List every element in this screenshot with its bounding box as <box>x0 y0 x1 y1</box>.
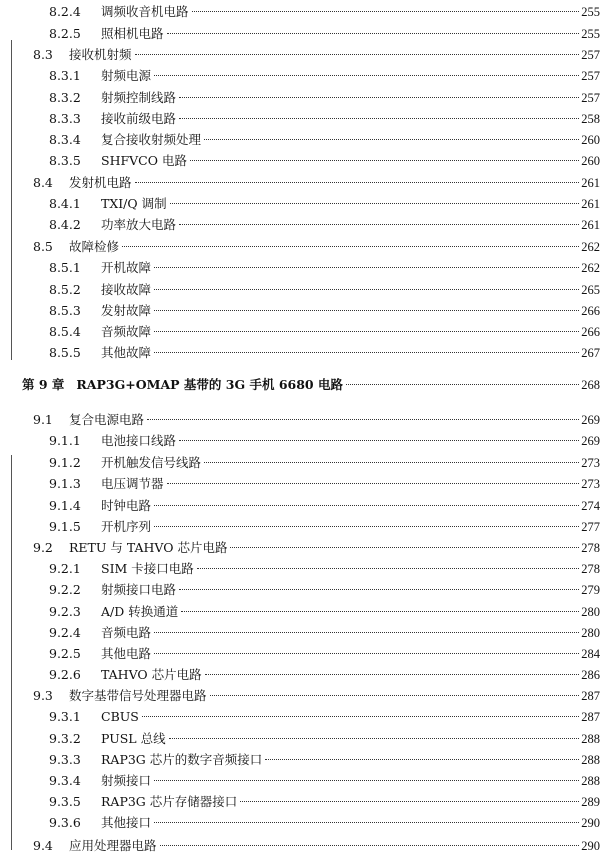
section-title: 开机序列 <box>101 519 152 534</box>
section-number: 9.1.5 <box>49 519 81 534</box>
toc-entry[interactable] <box>33 686 600 706</box>
toc-entry[interactable] <box>49 644 600 664</box>
section-title: 射频电源 <box>101 68 152 83</box>
page-number: 262 <box>581 240 600 254</box>
chapter-number: 第 9 章 <box>22 377 65 392</box>
page-number: 265 <box>581 283 600 297</box>
dot-leader <box>154 75 579 76</box>
scan-edge-line <box>11 40 12 360</box>
dot-leader <box>135 54 580 55</box>
dot-leader <box>170 203 580 204</box>
section-title: 发射故障 <box>101 303 152 318</box>
section-number: 9.2.6 <box>49 667 81 682</box>
dot-leader <box>210 695 580 696</box>
section-title: RAP3G 芯片存储器接口 <box>101 794 238 809</box>
dot-leader <box>346 384 579 385</box>
page-number: 289 <box>581 795 600 809</box>
dot-leader <box>230 547 579 548</box>
section-number: 9.2.2 <box>49 582 81 597</box>
toc-entry[interactable] <box>49 707 600 727</box>
section-number: 9.2.1 <box>49 561 81 576</box>
section-number: 8.5.3 <box>49 303 81 318</box>
section-title: 接收机射频 <box>69 47 132 62</box>
section-title: 调频收音机电路 <box>101 4 189 19</box>
section-title: 数字基带信号处理器电路 <box>69 688 207 703</box>
page-number: 266 <box>581 304 600 318</box>
toc-entry[interactable] <box>49 130 600 150</box>
section-number: 9.3.1 <box>49 709 81 724</box>
toc-entry[interactable] <box>49 580 600 600</box>
section-number: 9.1.3 <box>49 476 81 491</box>
dot-leader <box>179 589 579 590</box>
dot-leader <box>160 845 580 846</box>
section-title: RAP3G 芯片的数字音频接口 <box>101 752 263 767</box>
page-number: 255 <box>581 27 600 41</box>
dot-leader <box>204 462 579 463</box>
section-number: 8.3.1 <box>49 68 81 83</box>
toc-entry[interactable] <box>49 517 600 537</box>
section-title: 时钟电路 <box>101 498 152 513</box>
toc-entry[interactable] <box>49 665 600 685</box>
section-number: 8.3.2 <box>49 90 81 105</box>
dot-leader <box>154 352 579 353</box>
section-number: 9.1.2 <box>49 455 81 470</box>
dot-leader <box>154 653 579 654</box>
section-number: 8.3.3 <box>49 111 81 126</box>
dot-leader <box>122 246 579 247</box>
page-number: 257 <box>581 69 600 83</box>
section-number: 9.3.6 <box>49 815 81 830</box>
section-title: 射频控制线路 <box>101 90 177 105</box>
page-number: 260 <box>581 154 600 168</box>
toc-entry[interactable] <box>49 88 600 108</box>
section-title: 射频接口 <box>101 773 152 788</box>
dot-leader <box>154 632 579 633</box>
page-number: 261 <box>581 218 600 232</box>
section-title: 接收故障 <box>101 282 152 297</box>
section-number: 8.3.5 <box>49 153 81 168</box>
page-number: 267 <box>581 346 600 360</box>
page-number: 273 <box>581 477 600 491</box>
toc-entry[interactable] <box>49 453 600 473</box>
section-number: 9.1 <box>33 412 53 427</box>
toc-entry[interactable] <box>49 280 600 300</box>
toc-entry[interactable] <box>49 813 600 833</box>
section-number: 9.1.4 <box>49 498 81 513</box>
page-number: 280 <box>581 626 600 640</box>
dot-leader <box>192 11 580 12</box>
section-title: 其他接口 <box>101 815 152 830</box>
section-title: CBUS <box>101 709 139 724</box>
page-number: 290 <box>581 816 600 830</box>
toc-entry[interactable] <box>33 538 600 558</box>
section-title: 故障检修 <box>69 239 120 254</box>
section-title: 复合接收射频处理 <box>101 132 202 147</box>
section-number: 8.2.4 <box>49 4 81 19</box>
dot-leader <box>205 674 580 675</box>
dot-leader <box>154 310 579 311</box>
dot-leader <box>147 419 579 420</box>
section-number: 9.2.3 <box>49 604 81 619</box>
page-number: 257 <box>581 91 600 105</box>
section-title: PUSL 总线 <box>101 731 166 746</box>
toc-entry[interactable] <box>49 559 600 579</box>
page-number: 287 <box>581 689 600 703</box>
page-number: 269 <box>581 413 600 427</box>
dot-leader <box>154 526 579 527</box>
section-number: 8.4 <box>33 175 53 190</box>
toc-entry[interactable] <box>49 623 600 643</box>
page-number: 290 <box>581 839 600 853</box>
section-number: 8.5.1 <box>49 260 81 275</box>
toc-entry[interactable] <box>49 194 600 214</box>
toc-entry[interactable] <box>33 836 600 856</box>
page-number: 268 <box>581 378 600 392</box>
section-title: 应用处理器电路 <box>69 838 157 853</box>
dot-leader <box>154 822 579 823</box>
page-number: 288 <box>581 732 600 746</box>
toc-entry[interactable] <box>33 173 600 193</box>
dot-leader <box>167 33 580 34</box>
section-title: 音频电路 <box>101 625 152 640</box>
dot-leader <box>135 182 580 183</box>
dot-leader <box>154 267 579 268</box>
chapter-heading[interactable] <box>22 375 600 395</box>
section-number: 9.2.5 <box>49 646 81 661</box>
toc-entry[interactable] <box>49 24 600 44</box>
section-title: 开机触发信号线路 <box>101 455 202 470</box>
toc-entry[interactable] <box>49 66 600 86</box>
section-number: 9.2 <box>33 540 53 555</box>
page-number: 261 <box>581 197 600 211</box>
section-title: 功率放大电路 <box>101 217 177 232</box>
section-title: TXI/Q 调制 <box>101 196 167 211</box>
page-number: 288 <box>581 753 600 767</box>
section-number: 9.2.4 <box>49 625 81 640</box>
toc-entry[interactable] <box>49 322 600 342</box>
page-number: 277 <box>581 520 600 534</box>
dot-leader <box>154 289 579 290</box>
section-number: 8.3.4 <box>49 132 81 147</box>
dot-leader <box>169 738 580 739</box>
section-number: 9.4 <box>33 838 53 853</box>
toc-entry[interactable] <box>33 410 600 430</box>
section-number: 9.3 <box>33 688 53 703</box>
toc-entry[interactable] <box>49 750 600 770</box>
section-title: 接收前级电路 <box>101 111 177 126</box>
section-title: 照相机电路 <box>101 26 164 41</box>
toc-entry[interactable] <box>49 2 600 22</box>
chapter-title: RAP3G+OMAP 基带的 3G 手机 6680 电路 <box>76 377 343 392</box>
page-number: 261 <box>581 176 600 190</box>
section-number: 8.5 <box>33 239 53 254</box>
dot-leader <box>154 505 579 506</box>
section-number: 9.1.1 <box>49 433 81 448</box>
section-title: 其他故障 <box>101 345 152 360</box>
page-number: 286 <box>581 668 600 682</box>
section-title: 开机故障 <box>101 260 152 275</box>
section-number: 8.4.1 <box>49 196 81 211</box>
page-number: 255 <box>581 5 600 19</box>
section-number: 8.5.4 <box>49 324 81 339</box>
scan-edge-line <box>11 455 12 850</box>
section-title: RETU 与 TAHVO 芯片电路 <box>69 540 228 555</box>
dot-leader <box>240 801 579 802</box>
page-number: 262 <box>581 261 600 275</box>
section-title: A/D 转换通道 <box>101 604 179 619</box>
section-number: 8.2.5 <box>49 26 81 41</box>
dot-leader <box>179 224 579 225</box>
section-title: 电池接口线路 <box>101 433 177 448</box>
dot-leader <box>197 568 579 569</box>
section-number: 9.3.2 <box>49 731 81 746</box>
dot-leader <box>190 160 579 161</box>
section-number: 8.4.2 <box>49 217 81 232</box>
dot-leader <box>179 440 579 441</box>
dot-leader <box>179 118 579 119</box>
page-number: 284 <box>581 647 600 661</box>
page-number: 273 <box>581 456 600 470</box>
page-number: 287 <box>581 710 600 724</box>
dot-leader <box>154 780 579 781</box>
page-number: 288 <box>581 774 600 788</box>
section-number: 9.3.3 <box>49 752 81 767</box>
toc-entry[interactable] <box>49 258 600 278</box>
section-title: SHFVCO 电路 <box>101 153 187 168</box>
toc-entry[interactable] <box>33 237 600 257</box>
toc-entry[interactable] <box>49 431 600 451</box>
dot-leader <box>142 716 579 717</box>
toc-entry[interactable] <box>49 343 600 363</box>
toc-entry[interactable] <box>49 602 600 622</box>
section-number: 8.5.5 <box>49 345 81 360</box>
section-title: TAHVO 芯片电路 <box>101 667 202 682</box>
toc-entry[interactable] <box>49 215 600 235</box>
page-number: 258 <box>581 112 600 126</box>
section-number: 8.3 <box>33 47 53 62</box>
page-number: 266 <box>581 325 600 339</box>
toc-entry[interactable] <box>49 496 600 516</box>
dot-leader <box>204 139 579 140</box>
page-number: 279 <box>581 583 600 597</box>
dot-leader <box>265 759 579 760</box>
toc-entry[interactable] <box>49 109 600 129</box>
toc-entry[interactable] <box>49 474 600 494</box>
section-number: 9.3.4 <box>49 773 81 788</box>
page-number: 260 <box>581 133 600 147</box>
section-title: 射频接口电路 <box>101 582 177 597</box>
section-title: SIM 卡接口电路 <box>101 561 194 576</box>
page-number: 278 <box>581 562 600 576</box>
page-number: 274 <box>581 499 600 513</box>
section-number: 9.3.5 <box>49 794 81 809</box>
dot-leader <box>179 97 579 98</box>
section-title: 复合电源电路 <box>69 412 145 427</box>
toc-entry[interactable] <box>49 301 600 321</box>
section-title: 电压调节器 <box>101 476 164 491</box>
section-title: 音频故障 <box>101 324 152 339</box>
page-number: 257 <box>581 48 600 62</box>
section-title: 其他电路 <box>101 646 152 661</box>
toc-entry[interactable] <box>49 151 600 171</box>
section-title: 发射机电路 <box>69 175 132 190</box>
dot-leader <box>167 483 580 484</box>
section-number: 8.5.2 <box>49 282 81 297</box>
toc-entry[interactable] <box>49 771 600 791</box>
page-number: 280 <box>581 605 600 619</box>
toc-entry[interactable] <box>49 729 600 749</box>
dot-leader <box>181 611 579 612</box>
toc-entry[interactable] <box>33 45 600 65</box>
page-number: 269 <box>581 434 600 448</box>
page-number: 278 <box>581 541 600 555</box>
dot-leader <box>154 331 579 332</box>
toc-entry[interactable] <box>49 792 600 812</box>
